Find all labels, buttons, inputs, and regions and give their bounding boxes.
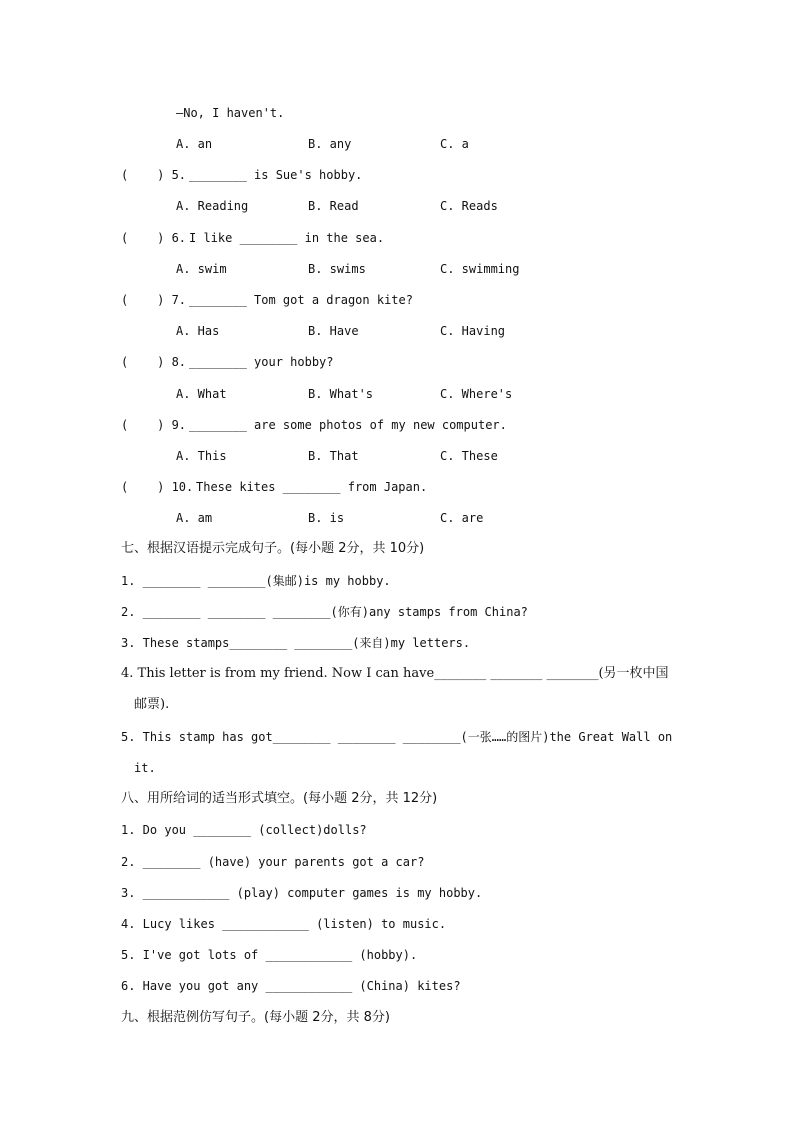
question-stem: ________ are some photos of my new computer.	[189, 418, 507, 432]
option-c: C. These	[440, 449, 498, 463]
fill-item: 5. I've got lots of ____________ (hobby).	[121, 948, 418, 962]
fill-item: 1. Do you ________ (collect)dolls?	[121, 823, 367, 837]
option-b: B. is	[308, 511, 345, 525]
fill-item: 3. ____________ (play) computer games is my hobby.	[121, 886, 483, 900]
option-a: A. What	[176, 387, 227, 401]
option-a: A. Has	[176, 324, 220, 338]
answer-bracket: ( ) 10.	[121, 480, 194, 494]
answer-line: —No, I haven't.	[176, 106, 285, 120]
question-stem: ________ your hobby?	[189, 355, 334, 369]
section-heading: 七、根据汉语提示完成句子。(每小题 2分，共 10分)	[121, 541, 425, 556]
option-c: C. Having	[440, 324, 506, 338]
fill-item: 2. ________ (have) your parents got a car?	[121, 855, 425, 869]
answer-bracket: ( ) 5.	[121, 168, 187, 182]
option-c: C. Reads	[440, 199, 498, 213]
fill-item: 6. Have you got any ____________ (China) kites?	[121, 979, 461, 993]
option-a: A. am	[176, 511, 213, 525]
option-a: A. an	[176, 137, 213, 151]
answer-bracket: ( ) 6.	[121, 231, 187, 245]
question-stem: I like ________ in the sea.	[189, 231, 385, 245]
option-c: C. Where's	[440, 387, 513, 401]
section-heading: 九、根据范例仿写句子。(每小题 2分，共 8分)	[121, 1010, 390, 1025]
option-b: B. swims	[308, 262, 366, 276]
answer-bracket: ( ) 9.	[121, 418, 187, 432]
option-c: C. a	[440, 137, 469, 151]
answer-bracket: ( ) 7.	[121, 293, 187, 307]
question-stem: ________ Tom got a dragon kite?	[189, 293, 413, 307]
option-b: B. That	[308, 449, 359, 463]
sentence-item: 5. This stamp has got________ ________ ________(一张……的图片)the Great Wall on	[121, 730, 673, 744]
sentence-item: 2. ________ ________ ________(你有)any stamps from China?	[121, 605, 528, 619]
option-b: B. Have	[308, 324, 359, 338]
sentence-continuation: 邮票).	[134, 697, 170, 712]
option-b: B. any	[308, 137, 352, 151]
fill-item: 4. Lucy likes ____________ (listen) to music.	[121, 917, 447, 931]
option-c: C. swimming	[440, 262, 520, 276]
option-c: C. are	[440, 511, 484, 525]
option-a: A. Reading	[176, 199, 249, 213]
question-stem: ________ is Sue's hobby.	[189, 168, 363, 182]
section-heading: 八、用所给词的适当形式填空。(每小题 2分，共 12分)	[121, 791, 438, 806]
answer-bracket: ( ) 8.	[121, 355, 187, 369]
option-b: B. Read	[308, 199, 359, 213]
option-b: B. What's	[308, 387, 374, 401]
sentence-continuation: it.	[134, 761, 156, 775]
option-a: A. This	[176, 449, 227, 463]
option-a: A. swim	[176, 262, 227, 276]
sentence-item: 1. ________ ________(集邮)is my hobby.	[121, 574, 391, 588]
question-stem: These kites ________ from Japan.	[196, 480, 428, 494]
sentence-item: 3. These stamps________ ________(来自)my letters.	[121, 636, 471, 650]
sentence-item: 4. This letter is from my friend. Now I can have________ ________ ________(另一枚中国	[121, 666, 669, 681]
